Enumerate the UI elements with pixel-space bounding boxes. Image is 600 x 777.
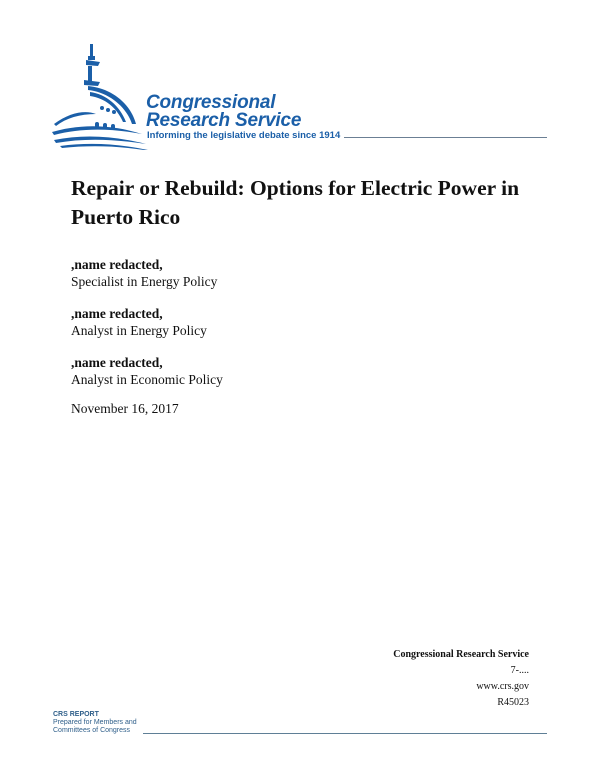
- prepared-line-2: Committees of Congress: [53, 727, 131, 734]
- prepared-line-1: Prepared for Members and: [53, 719, 137, 726]
- author-role: Analyst in Economic Policy: [71, 372, 223, 387]
- logo-divider: [344, 137, 547, 138]
- footer-contact: [393, 647, 529, 711]
- report-title: Repair or Rebuild: Options for Electric Power in Puerto Rico: [71, 176, 520, 229]
- author-2: [71, 305, 207, 339]
- footer-divider: [143, 733, 547, 734]
- crs-report-label: CRS REPORT: [53, 711, 99, 718]
- capitol-dome-icon: [50, 40, 150, 150]
- author-name: ,name redacted,: [71, 355, 163, 370]
- logo-line1: Congressional: [146, 92, 276, 113]
- logo-wordmark: [146, 94, 301, 130]
- author-3: [71, 354, 223, 388]
- footer-report-number: R45023: [497, 697, 529, 708]
- crs-logo: [50, 40, 550, 150]
- author-role: Specialist in Energy Policy: [71, 274, 218, 289]
- author-name: ,name redacted,: [71, 257, 163, 272]
- author-role: Analyst in Energy Policy: [71, 323, 207, 338]
- author-name: ,name redacted,: [71, 306, 163, 321]
- logo-tagline: Informing the legislative debate since 1914: [147, 130, 341, 141]
- report-date: November 16, 2017: [71, 401, 179, 416]
- footer-phone: 7-....: [510, 665, 529, 676]
- logo-line2: Research Service: [146, 110, 302, 131]
- crs-report-block: [53, 711, 137, 735]
- footer-website[interactable]: www.crs.gov: [476, 681, 529, 692]
- footer-org: Congressional Research Service: [393, 649, 529, 660]
- author-1: [71, 256, 217, 290]
